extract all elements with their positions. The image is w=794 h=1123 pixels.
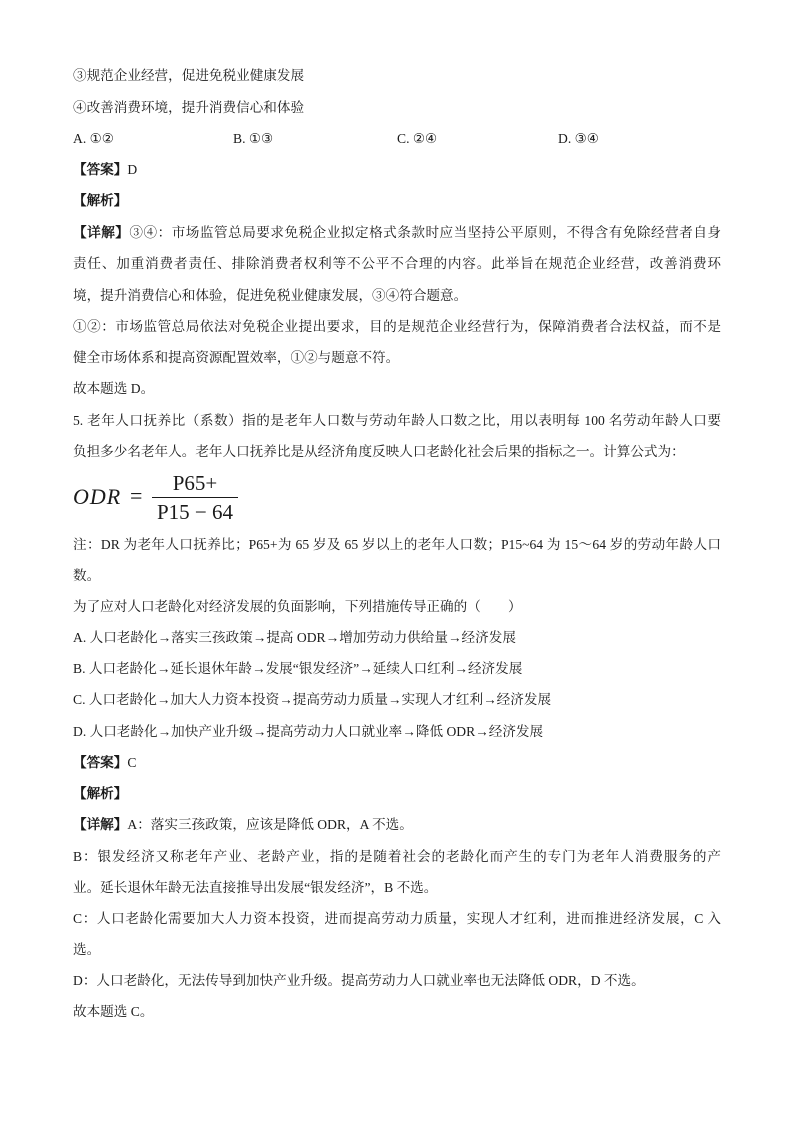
formula-equals: = (130, 483, 143, 508)
q4-statement-3: ③规范企业经营，促进免税业健康发展 (73, 68, 305, 83)
q5-detail-line-3: 业。延长退休年龄无法直接推导出发展“银发经济”，B 不选。 (73, 880, 438, 895)
q5-detail-line-6: D：人口老龄化，无法传导到加快产业升级。提高劳动力人口就业率也无法降低 ODR，D 不选。 (73, 973, 645, 988)
q5-answer (73, 753, 721, 773)
q4-option-a: A. ①② (73, 131, 114, 146)
q4-detail-line-3: 境，提升消费信心和体验，促进免税业健康发展，③④符合题意。 (73, 288, 468, 303)
q4-detail-line-1 (73, 223, 721, 243)
q4-detail-text-1: ③④：市场监管总局要求免税企业拟定格式条款时应当坚持公平原则，不得含有免除经营者自身 (129, 225, 721, 240)
q5-detail-line-4: C：人口老龄化需要加大人力资本投资，进而提高劳动力质量，实现人才红利，进而推进经济发展，C 入 (73, 911, 721, 926)
q4-analysis-heading: 【解析】 (73, 193, 128, 208)
q4-detail-line-5: 健全市场体系和提高资源配置效率，①②与题意不符。 (73, 350, 400, 365)
q4-conclusion: 故本题选 D。 (73, 381, 155, 396)
formula-fraction-bar (152, 497, 238, 498)
q4-answer (73, 160, 721, 180)
q5-question: 为了应对人口老龄化对经济发展的负面影响，下列措施传导正确的（ ） (73, 599, 522, 614)
formula-numerator: P65+ (172, 471, 218, 495)
q4-statement-4: ④改善消费环境，提升消费信心和体验 (73, 100, 305, 115)
q4-answer-value: D (127, 162, 138, 177)
q5-analysis-heading: 【解析】 (73, 786, 128, 801)
q5-stem-line-2: 负担多少名老年人。老年人口抚养比是从经济角度反映人口老龄化社会后果的指标之一。计算公式为： (73, 444, 685, 459)
q5-stem-line-1: 5. 老年人口抚养比（系数）指的是老年人口数与劳动年龄人口数之比，用以表明每 100 名劳动年龄人口要 (73, 413, 721, 428)
q5-option-d: D. 人口老龄化→加快产业升级→提高劳动力人口就业率→降低 ODR→经济发展 (73, 724, 544, 739)
q5-detail-text-1: A：落实三孩政策，应该是降低 ODR，A 不选。 (127, 817, 413, 832)
q4-answer-label: 【答案】 (73, 162, 128, 177)
q4-option-c: C. ②④ (397, 131, 438, 146)
q4-options (73, 129, 721, 149)
formula-lhs: ODR (73, 484, 122, 509)
odr-formula (73, 470, 253, 526)
q5-detail-label: 【详解】 (73, 817, 128, 832)
q4-detail-line-4: ①②：市场监管总局依法对免税企业提出要求，目的是规范企业经营行为，保障消费者合法权益，而不是 (73, 319, 721, 334)
q5-answer-value: C (127, 755, 137, 770)
q5-answer-label: 【答案】 (73, 755, 128, 770)
q5-detail-line-5: 选。 (73, 942, 101, 957)
q5-option-b: B. 人口老龄化→延长退休年龄→发展“银发经济”→延续人口红利→经济发展 (73, 661, 523, 676)
q5-detail-line-1 (73, 815, 721, 835)
q5-option-a: A. 人口老龄化→落实三孩政策→提高 ODR→增加劳动力供给量→经济发展 (73, 630, 516, 645)
q5-detail-line-2: B：银发经济又称老年产业、老龄产业，指的是随着社会的老龄化而产生的专门为老年人消费服务的产 (73, 849, 721, 864)
q4-detail-line-2: 责任、加重消费者责任、排除消费者权利等不公平不合理的内容。此举旨在规范企业经营，改善消费环 (73, 256, 721, 271)
formula-denominator: P15 − 64 (156, 500, 234, 524)
q4-detail-label: 【详解】 (73, 225, 130, 240)
q5-note-line-1: 注：DR 为老年人口抚养比；P65+为 65 岁及 65 岁以上的老年人口数；P15~64 为 15～64 岁的劳动年龄人口 (73, 537, 721, 552)
q5-conclusion: 故本题选 C。 (73, 1004, 154, 1019)
q5-option-c: C. 人口老龄化→加大人力资本投资→提高劳动力质量→实现人才红利→经济发展 (73, 692, 552, 707)
q4-option-b: B. ①③ (233, 131, 274, 146)
q4-option-d: D. ③④ (558, 131, 599, 146)
q5-note-line-2: 数。 (73, 568, 101, 583)
